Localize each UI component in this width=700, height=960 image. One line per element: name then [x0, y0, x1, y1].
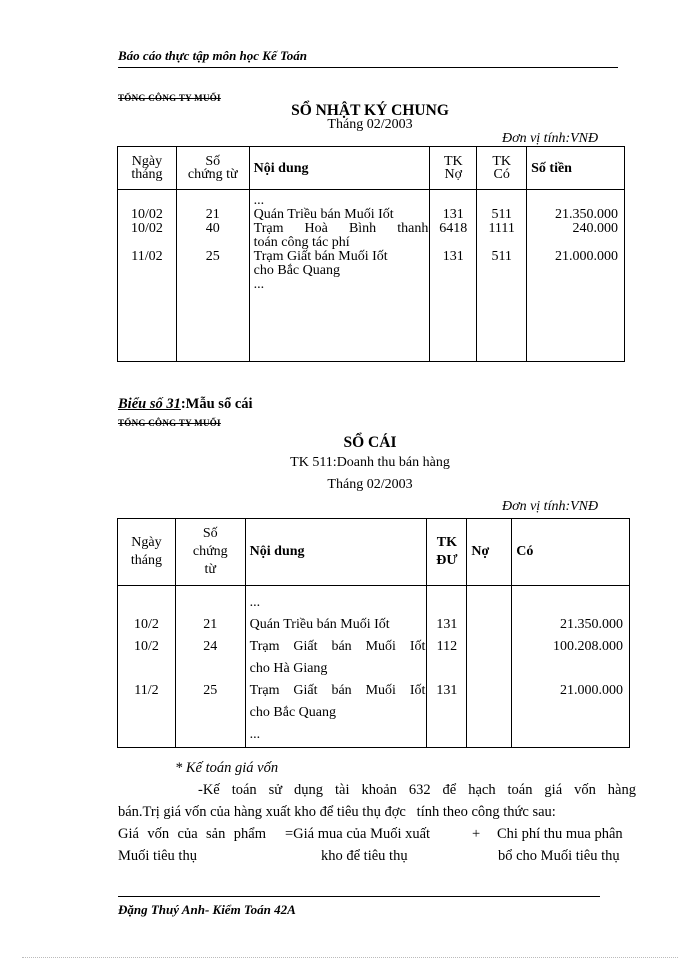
page-edge	[22, 957, 678, 958]
formula-left-line2: Muối tiêu thụ	[118, 848, 197, 864]
journal-contents: ... Quán Triều bán Muối Iốt Trạm Hoà Bình thanh toán công tác phí Trạm Giất bán Muối Iốt cho Bắc Quang ...	[249, 190, 430, 362]
ledger-body-row	[118, 586, 630, 748]
journal-month: Tháng 02/2003	[327, 117, 413, 132]
journal-unit: Đơn vị tính:VNĐ	[502, 131, 599, 146]
journal-credits: 511 1111 511	[477, 190, 527, 362]
journal-col-date: Ngày tháng	[118, 147, 177, 190]
paragraph-line-2: bán.Trị giá vốn của hàng xuất kho để tiêu thụ đợc tính theo công thức sau:	[118, 804, 556, 820]
formula-mid-line2: kho để tiêu thụ	[321, 848, 408, 864]
journal-col-credit: TK Có	[477, 147, 527, 190]
journal-col-debit: TK Nợ	[430, 147, 477, 190]
section-heading: * Kế toán giá vốn	[175, 760, 279, 776]
header-divider	[118, 67, 618, 68]
ledger-vouchers: 21 24 25	[175, 586, 245, 748]
journal-table	[117, 146, 625, 362]
ledger-debits	[467, 586, 512, 748]
formula-plus: +	[472, 826, 481, 842]
page-header: Báo cáo thực tập môn học Kế Toán	[118, 48, 307, 63]
ledger-header-row	[118, 519, 630, 586]
ledger-account: TK 511:Doanh thu bán hàng	[290, 455, 450, 470]
footer-divider	[118, 896, 600, 897]
page-footer: Đặng Thuý Anh- Kiểm Toán 42A	[118, 902, 296, 917]
ledger-counters: 131 112 131	[427, 586, 467, 748]
ledger-title: SỔ CÁI	[343, 434, 397, 451]
formula-left-line1: Giá vốn của sản phẩm	[118, 826, 266, 842]
ledger-col-voucher: Số chứng từ	[175, 519, 245, 586]
journal-debits: 131 6418 131	[430, 190, 477, 362]
journal-header-row	[118, 147, 625, 190]
ledger-unit: Đơn vị tính:VNĐ	[502, 499, 599, 514]
ledger-col-content: Nội dung	[245, 519, 427, 586]
journal-col-voucher: Số chứng từ	[176, 147, 249, 190]
journal-col-content: Nội dung	[249, 147, 430, 190]
formula-mid-line1: =Giá mua của Muối xuất	[285, 826, 431, 842]
journal-vouchers: 21 40 25	[176, 190, 249, 362]
ledger-org: TỔNG CÔNG TY MUỐI	[118, 418, 221, 428]
ledger-caption-label: Biểu số 31	[118, 396, 181, 412]
ledger-caption	[118, 396, 253, 413]
paragraph-line-1: -Kế toán sử dụng tài khoản 632 để hạch toán giá vốn hàng	[198, 782, 636, 798]
ledger-dates: 10/2 10/2 11/2	[118, 586, 176, 748]
ledger-col-counter: TK ĐƯ	[427, 519, 467, 586]
formula-right-line1: Chi phí thu mua phân	[497, 826, 623, 842]
ledger-table	[117, 518, 630, 748]
ledger-col-debit: Nợ	[467, 519, 512, 586]
journal-amounts: 21.350.000 240.000 21.000.000	[527, 190, 625, 362]
ledger-col-date: Ngày tháng	[118, 519, 176, 586]
ledger-col-credit: Có	[512, 519, 630, 586]
journal-dates: 10/02 10/02 11/02	[118, 190, 177, 362]
ledger-credits: 21.350.000 100.208.000 21.000.000	[512, 586, 630, 748]
journal-col-amount: Số tiền	[527, 147, 625, 190]
formula-right-line2: bổ cho Muối tiêu thụ	[498, 848, 620, 864]
journal-title: SỔ NHẬT KÝ CHUNG	[291, 102, 449, 119]
ledger-contents: ... Quán Triều bán Muối Iốt Trạm Giất bán Muối Iốt cho Hà Giang Trạm Giất bán Muối Iốt cho Bắc Quang ...	[245, 586, 427, 748]
journal-org: TỔNG CÔNG TY MUỐI	[118, 93, 221, 103]
journal-body-row	[118, 190, 625, 362]
ledger-month: Tháng 02/2003	[327, 477, 413, 492]
ledger-caption-text: :Mẫu sổ cái	[180, 396, 253, 412]
